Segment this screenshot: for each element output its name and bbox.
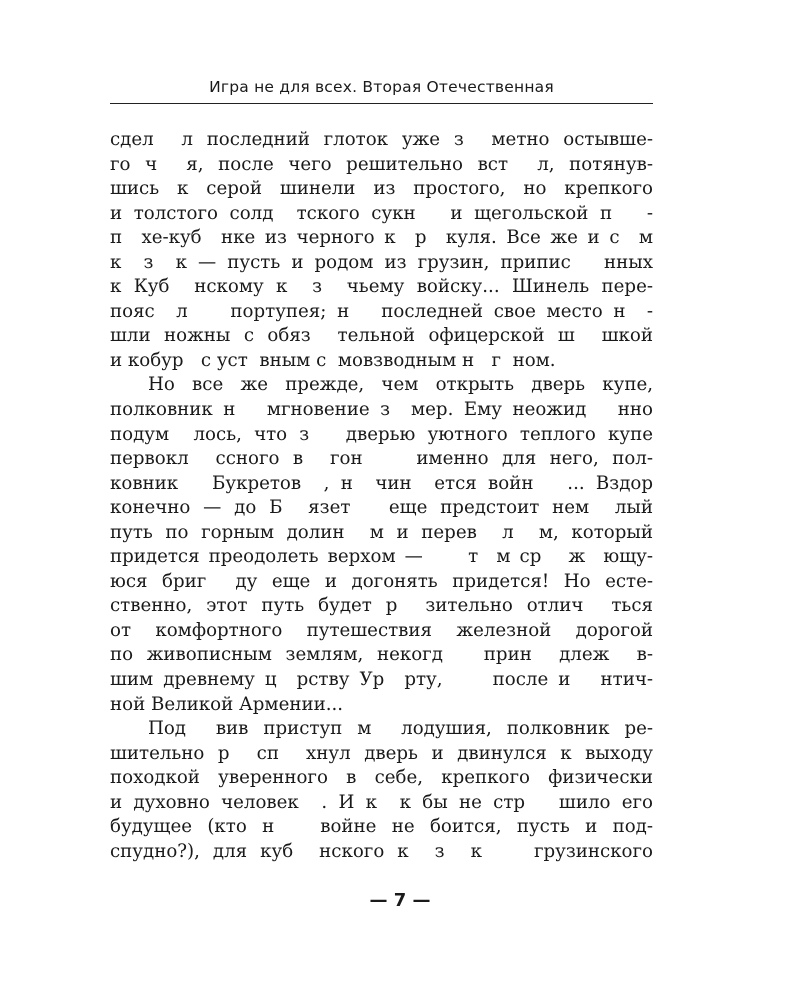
text-line: походкой уверенного в себе, крепкого физически <box>110 767 653 789</box>
text-line: подум лось, что з дверью уютного теплого купе <box>110 423 653 445</box>
text-line: шли ножны с обяз тельной офицерской ш шкой <box>110 325 653 347</box>
running-title: Игра не для всех. Вторая Отечественная <box>209 78 554 96</box>
page-body <box>110 128 653 864</box>
text-line: го ч я, после чего решительно вст л, потянув- <box>110 153 653 175</box>
text-line: шим древнему ц рству Ур рту, после и нтич- <box>110 669 653 691</box>
page-number: — 7 — <box>369 890 431 911</box>
header-rule <box>110 103 653 104</box>
text-line: будущее (кто н войне не боится, пусть и под- <box>110 816 653 838</box>
text-line: к з к — пусть и родом из грузин, припис нных <box>110 251 653 273</box>
text-line: ковник Букретов , н чин ется войн ... Вздор <box>110 472 653 494</box>
text-line: юся бриг ду еще и догонять придется! Но есте- <box>110 570 653 592</box>
text-line: путь по горным долин м и перев л м, который <box>110 521 653 543</box>
text-line: ственно, этот путь будет р зительно отлич ться <box>110 595 653 617</box>
text-line: и кобур с уст вным с мовзводным н г ном. <box>110 349 556 371</box>
text-line: конечно — до Б язет еще предстоит нем лый <box>110 497 653 519</box>
text-line: полковник н мгновение з мер. Ему неожид нно <box>110 399 653 421</box>
text-line: к Куб нскому к з чьему войску... Шинель пере- <box>110 276 653 298</box>
text-line: сдел л последний глоток уже з метно остывше- <box>110 129 653 150</box>
text-line: шительно р сп хнул дверь и двинулся к выходу <box>110 742 653 764</box>
text-line: придется преодолеть верхом — т м ср ж ющу- <box>110 546 653 568</box>
text-line: от комфортного путешествия железной дорогой <box>110 619 653 641</box>
text-line: спудно?), для куб нского к з к грузинского <box>110 840 653 862</box>
text-line: первокл ссного в гон именно для него, пол- <box>110 448 653 470</box>
text-line: шись к серой шинели из простого, но крепкого <box>110 178 653 200</box>
text-line: ной Великой Армении... <box>110 693 344 715</box>
text-line: и толстого солд тского сукн и щегольской п - <box>110 202 653 224</box>
text-line: по живописным землям, некогд прин длеж в- <box>110 644 653 666</box>
text-line: Но все же прежде, чем открыть дверь купе, <box>148 374 653 396</box>
text-line: пояс л портупея; н последней свое место н - <box>110 300 653 322</box>
text-line: п хе-куб нке из черного к р куля. Все же и с м <box>110 227 653 249</box>
text-line: и духовно человек . И к к бы не стр шило его <box>110 791 653 813</box>
text-line: Под вив приступ м лодушия, полковник ре- <box>148 718 653 740</box>
